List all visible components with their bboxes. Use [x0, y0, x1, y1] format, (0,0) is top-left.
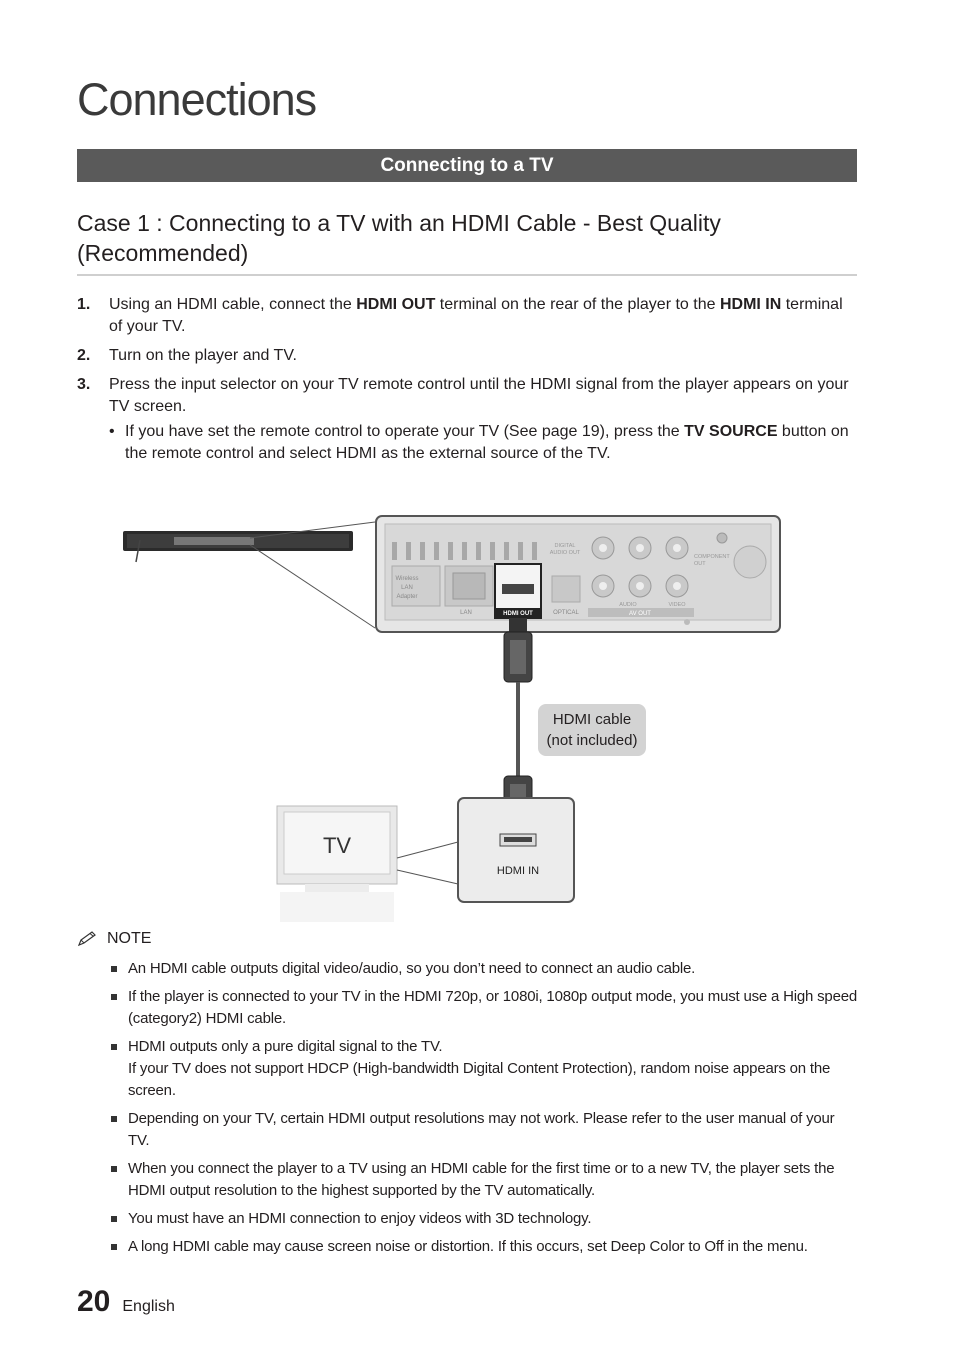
step-list — [77, 294, 857, 472]
note-item: You must have an HDMI connection to enjoy videos with 3D technology. — [77, 1208, 857, 1230]
page-footer — [77, 1285, 175, 1319]
step-item: 2. Turn on the player and TV. — [77, 345, 857, 367]
language-label: English — [122, 1298, 175, 1315]
tv-label: TV — [322, 833, 352, 858]
hdmi-in-keyword: HDMI IN — [719, 296, 782, 313]
hdmi-in-label: HDMI IN — [496, 865, 540, 877]
player-unit-icon — [123, 531, 353, 562]
note-title: NOTE — [107, 930, 152, 947]
note-item: If the player is connected to your TV in the HDMI 720p, or 1080i, 1080p output mode, you must use a High speed (category2) HDMI cable. — [77, 986, 857, 1030]
rear-panel — [376, 516, 780, 632]
case-heading: Case 1 : Connecting to a TV with an HDMI Cable - Best Quality (Recommended) — [77, 208, 857, 276]
tv-source-keyword: TV SOURCE — [684, 423, 778, 440]
hdmi-cable-callout — [538, 704, 646, 756]
hdmi-cable-icon — [504, 618, 532, 826]
note-section — [77, 930, 857, 1264]
hdmi-in-panel — [458, 798, 574, 902]
sub-bullet-item: • If you have set the remote control to operate your TV (See page 19), press the TV SOURCE button on the remote control and select HDMI as the external source of the TV. — [109, 423, 849, 462]
note-item: Depending on your TV, certain HDMI output resolutions may not work. Please refer to the user manual of your TV. — [77, 1108, 857, 1152]
svg-text:VIDEO: VIDEO — [668, 602, 686, 608]
note-header — [77, 930, 857, 948]
step-number: 3. — [77, 376, 91, 393]
step-item: 1. Using an HDMI cable, connect the HDMI OUT terminal on the rear of the player to the HDMI IN terminal of your TV. — [77, 296, 843, 335]
section-header: Connecting to a TV — [77, 149, 857, 182]
svg-text:AUDIO: AUDIO — [619, 602, 637, 608]
note-item: When you connect the player to a TV using an HDMI cable for the first time or to a new TV, the player sets the HDMI output resolution to the highest supported by the TV automatically. — [77, 1158, 857, 1202]
page-number: 20 — [77, 1285, 111, 1318]
tv-icon — [277, 806, 397, 922]
wireless-lan-label-1: Wireless — [395, 576, 419, 582]
hdmi-out-keyword: HDMI OUT — [356, 296, 436, 313]
step-number: 1. — [77, 296, 91, 313]
av-out-label: AV OUT — [629, 611, 651, 617]
optical-label: OPTICAL — [553, 610, 579, 616]
note-item: A long HDMI cable may cause screen noise or distortion. If this occurs, set Deep Color to Off in the menu. — [77, 1236, 857, 1258]
step-number: 2. — [77, 347, 91, 364]
svg-text:HDMI cable(not included): HDMI cable (not included) — [546, 711, 638, 749]
connection-diagram — [100, 500, 820, 940]
note-item: An HDMI cable outputs digital video/audio, so you don’t need to connect an audio cable. — [77, 958, 857, 980]
page-title: Connections — [77, 74, 317, 125]
pencil-icon — [77, 931, 99, 947]
svg-text:COMPONENTOUT: COMPONENT OUT — [694, 554, 730, 567]
svg-text:WirelessLANAdapter: Wireless LAN Adapter — [395, 576, 419, 600]
svg-text:DIGITALAUDIO OUT: DIGITAL AUDIO OUT — [549, 543, 581, 556]
lan-label: LAN — [460, 610, 472, 616]
note-item: HDMI outputs only a pure digital signal to the TV. If your TV does not support HDCP (High-bandwidth Digital Content Protection), random noise appears on the screen. — [77, 1036, 857, 1102]
step-item: 3. Press the input selector on your TV remote control until the HDMI signal from the player appears on your TV screen. • If you have set the remote control to operate your TV (See page 19), press the TV SOURCE button on the remote control and select HDMI as the external source of the TV. — [77, 374, 857, 465]
hdmi-out-label: HDMI OUT — [503, 611, 533, 617]
